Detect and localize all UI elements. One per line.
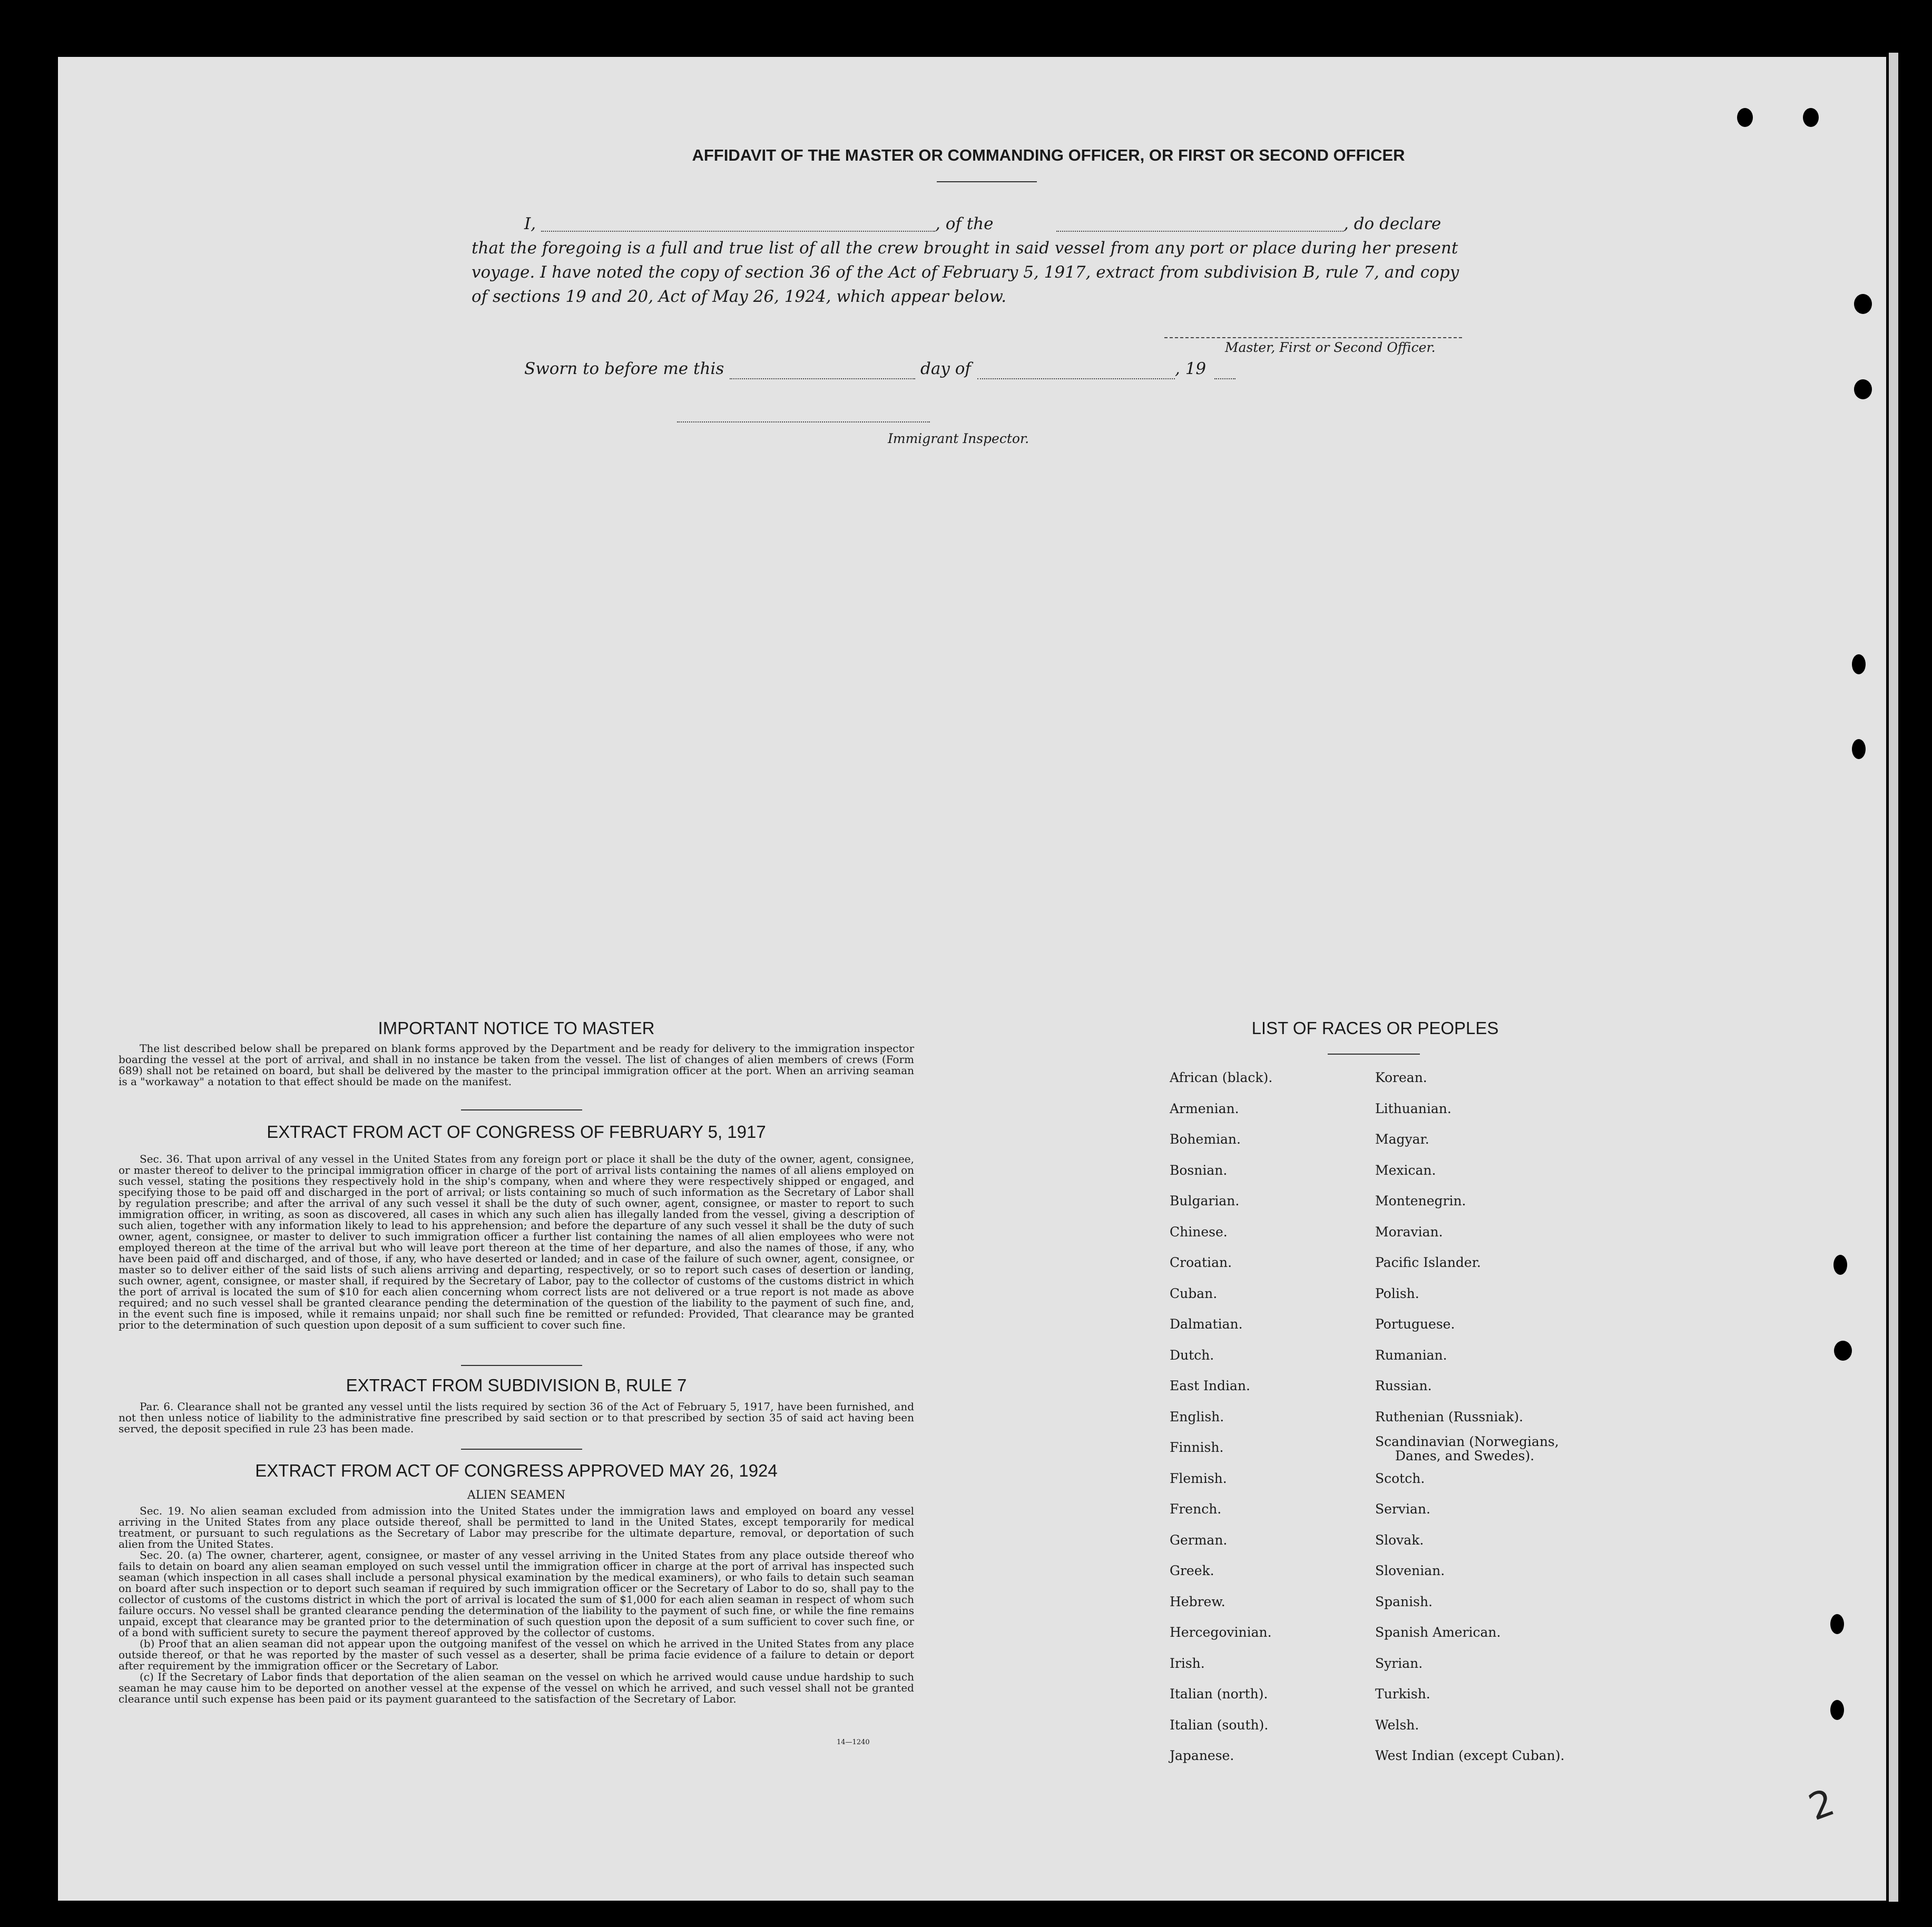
punch-hole (1737, 108, 1753, 127)
race-item: Armenian. (1170, 1100, 1239, 1116)
divider (1328, 1054, 1420, 1055)
master-signature-label: Master, First or Second Officer. (1225, 340, 1436, 355)
declaration-line-1 (472, 212, 1499, 236)
punch-hole (1830, 1700, 1844, 1720)
inspector-signature-line[interactable] (677, 421, 930, 422)
race-item: Dutch. (1170, 1347, 1214, 1363)
race-item: Italian (south). (1170, 1717, 1269, 1733)
race-item: Welsh. (1375, 1717, 1419, 1733)
punch-hole (1852, 654, 1866, 674)
extract-1924-title: EXTRACT FROM ACT OF CONGRESS APPROVED MAY 26, 1924 (255, 1461, 778, 1480)
notice-text: The list described below shall be prepared on blank forms approved by the Department and be ready for delivery to the immigration inspector boarding the vessel at the port of arrival, and shall in no instance be taken from the vessel. The list of changes of alien members of crews (Form 689) shall not be retained on board, but shall be delivered by the master to the principal immigration officer at the port. When an arriving seaman is a "workaway" a notation to that effect should be made on the manifest. (119, 1042, 914, 1088)
race-item: Rumanian. (1375, 1347, 1447, 1363)
race-item: Dalmatian. (1170, 1316, 1243, 1332)
race-item-continuation: Danes, and Swedes). (1395, 1448, 1535, 1463)
extract-rule7-title: EXTRACT FROM SUBDIVISION B, RULE 7 (346, 1375, 687, 1395)
race-item: Hebrew. (1170, 1594, 1225, 1609)
punch-hole (1854, 379, 1872, 399)
punch-hole (1830, 1614, 1844, 1634)
race-item: Chinese. (1170, 1224, 1228, 1240)
race-item: Montenegrin. (1375, 1193, 1466, 1208)
race-item: Lithuanian. (1375, 1100, 1452, 1116)
race-item: Irish. (1170, 1655, 1205, 1671)
day-of-label: day of (920, 359, 971, 378)
month-field[interactable] (977, 378, 1175, 379)
page-edge (1889, 53, 1898, 1902)
declare-label: , do declare (1343, 214, 1441, 233)
race-item: Magyar. (1375, 1132, 1429, 1147)
race-item: Korean. (1375, 1070, 1427, 1085)
race-item: Ruthenian (Russniak). (1375, 1409, 1524, 1424)
name-field[interactable] (541, 231, 935, 232)
race-item: Scotch. (1375, 1470, 1425, 1486)
race-item: French. (1170, 1501, 1222, 1517)
section-20a: Sec. 20. (a) The owner, charterer, agent, consignee, or master of any vessel arriving in the United States from any place outside thereof who fails to detain on board any alien seaman employed on such vessel until the immigration officer in charge at the port of arrival has inspected such seaman (which inspection in all cases shall include a personal physical examination by the medical examiners), or who fails to detain such seaman on board after such inspection or to deport such seaman if required by such immigration officer or the Secretary of Labor to do so, shall pay to the collector of customs of the customs district in which the port of arrival is located the sum of $1,000 for each alien seaman in respect of whom such failure occurs. No vessel shall be granted clearance pending the determination of the liability to the payment of such fine, or while the fine remains unpaid, except that clearance may be granted prior to the determination of such question upon the deposit of a sum sufficient to cover such fine, or of a bond with sufficient surety to secure the payment thereof approved by the collector of customs. (119, 1549, 914, 1639)
race-item: Slovenian. (1375, 1563, 1445, 1578)
race-item: West Indian (except Cuban). (1375, 1748, 1565, 1763)
race-item: Mexican. (1375, 1162, 1436, 1178)
affidavit-title: AFFIDAVIT OF THE MASTER OR COMMANDING OFFICER, OR FIRST OR SECOND OFFICER (692, 146, 1405, 164)
declaration-line-4: of sections 19 and 20, Act of May 26, 1924, which appear below. (472, 287, 1007, 306)
form-number: 14—1240 (837, 1738, 870, 1746)
race-item: Spanish American. (1375, 1625, 1501, 1640)
extract-1917-title: EXTRACT FROM ACT OF CONGRESS OF FEBRUARY 5, 1917 (267, 1122, 766, 1142)
race-item: Spanish. (1375, 1594, 1433, 1609)
vessel-field[interactable] (1056, 231, 1343, 232)
race-item: Hercegovinian. (1170, 1625, 1272, 1640)
race-item: Croatian. (1170, 1255, 1232, 1270)
race-item: Servian. (1375, 1501, 1430, 1517)
race-item: Finnish. (1170, 1440, 1224, 1455)
race-item: Russian. (1375, 1378, 1432, 1393)
race-item: Portuguese. (1375, 1316, 1455, 1332)
year-label: , 19 (1175, 359, 1207, 378)
punch-hole (1852, 739, 1866, 759)
race-item: Polish. (1375, 1285, 1419, 1301)
day-field[interactable] (730, 378, 915, 379)
races-title: LIST OF RACES OR PEOPLES (1251, 1018, 1499, 1038)
punch-hole (1803, 108, 1819, 127)
section-20b: (b) Proof that an alien seaman did not appear upon the outgoing manifest of the vessel on which he arrived in the United States from any place outside thereof, or that he was reported by the master of such vessel as a deserter, shall be prima facie evidence of a failure to detain or deport after requirement by the immigration officer or the Secretary of Labor. (119, 1637, 914, 1672)
punch-hole (1833, 1255, 1847, 1275)
race-item: African (black). (1170, 1070, 1273, 1085)
race-item: German. (1170, 1532, 1228, 1548)
divider (461, 1449, 582, 1450)
extract-1917-text: Sec. 36. That upon arrival of any vessel in the United States from any foreign port or place it shall be the duty of the owner, agent, consignee, or master thereof to deliver to the principal immigration officer in charge of the port of arrival lists containing the names of all aliens employed on such vessel, stating the positions they respectively hold in the ship's company, when and where they were respectively shipped or engaged, and specifying those to be paid off and discharged in the port of arrival; or lists containing so much of such information as the Secretary of Labor shall by regulation prescribe; and after the arrival of any such vessel it shall be the duty of such owner, agent, consignee, or master to report to such immigration officer, in writing, as soon as discovered, all cases in which any such alien has illegally landed from the vessel, giving a description of such alien, together with any information likely to lead to his apprehension; and before the departure of any such vessel it shall be the duty of such owner, agent, consignee, or master to deliver to such immigration officer a further list containing the names of all alien employees who were not employed thereon at the time of the arrival but who will leave port thereon at the time of her departure, and also the names of those, if any, who have been paid off and discharged, and of those, if any, who have deserted or landed; and in case of the failure of such owner, agent, consignee, or master so to deliver either of the said lists of such aliens arriving and departing, respectively, or so to report such cases of desertion or landing, such owner, agent, consignee, or master shall, if required by the Secretary of Labor, pay to the collector of customs of the customs district in which the port of arrival is located the sum of $10 for each alien concerning whom correct lists are not delivered or a true report is not made as above required; and no such vessel shall be granted clearance pending the determination of the question of the liability to the payment of such fine, and, in the event such fine is imposed, while it remains unpaid; nor shall such fine be remitted or refunded: Provided, That clearance may be granted prior to the determination of such question upon deposit of a sum sufficient to cover such fine. (119, 1153, 914, 1331)
race-item: Flemish. (1170, 1470, 1227, 1486)
race-item: English. (1170, 1409, 1224, 1424)
race-item: Bulgarian. (1170, 1193, 1240, 1208)
race-item: East Indian. (1170, 1378, 1250, 1393)
punch-hole (1834, 1341, 1852, 1361)
extract-rule7-text: Par. 6. Clearance shall not be granted any vessel until the lists required by section 36 of the Act of February 5, 1917, have been furnished, and not then unless notice of liability to the administrative fine prescribed by said section or to that prescribed by section 35 of said act having been served, the deposit specified in rule 23 has been made. (119, 1400, 914, 1435)
inspector-signature-label: Immigrant Inspector. (888, 431, 1029, 446)
race-item: Cuban. (1170, 1285, 1218, 1301)
alien-seamen-subtitle: ALIEN SEAMEN (467, 1489, 566, 1502)
race-item: Greek. (1170, 1563, 1214, 1578)
master-signature-line[interactable] (1164, 337, 1462, 338)
race-item: Bohemian. (1170, 1132, 1241, 1147)
punch-hole (1854, 294, 1872, 314)
race-item: Pacific Islander. (1375, 1255, 1481, 1270)
race-item: Slovak. (1375, 1532, 1424, 1548)
year-field[interactable] (1214, 378, 1235, 379)
race-item: Japanese. (1170, 1748, 1234, 1763)
divider (937, 181, 1037, 182)
race-item: Turkish. (1375, 1686, 1430, 1702)
race-item-line: Scandinavian (Norwegians, (1375, 1434, 1559, 1449)
divider (461, 1109, 582, 1110)
affidavit-body (472, 212, 1499, 309)
of-the-label: , of the (935, 214, 994, 233)
notice-title: IMPORTANT NOTICE TO MASTER (378, 1018, 655, 1038)
races-column-1 (1170, 1063, 1272, 1772)
pronoun-i: I, (524, 214, 536, 233)
declaration-line-2: that the foregoing is a full and true list of all the crew brought in said vessel from any port or place during her present (472, 239, 1458, 258)
race-item: Moravian. (1375, 1224, 1443, 1240)
sworn-label: Sworn to before me this (524, 359, 724, 378)
sworn-line (524, 359, 1262, 384)
race-item (1375, 1432, 1565, 1463)
declaration-line-3: voyage. I have noted the copy of section 36 of the Act of February 5, 1917, extract from subdivision B, rule 7, and copy (472, 263, 1459, 282)
section-20c: (c) If the Secretary of Labor finds that deportation of the alien seaman on the vessel on which he arrived would cause undue hardship to such seaman he may cause him to be deported on another vessel at the expense of the vessel on which he arrived, and such vessel shall not be granted clearance until such expense has been paid or its payment guaranteed to the satisfaction of the Secretary of Labor. (119, 1670, 914, 1705)
race-item: Italian (north). (1170, 1686, 1268, 1702)
race-item: Syrian. (1375, 1655, 1423, 1671)
race-item: Bosnian. (1170, 1162, 1228, 1178)
extract-1924-body (119, 1506, 914, 1705)
handwritten-margin-mark: 2 (1803, 1780, 1840, 1830)
races-column-2 (1375, 1063, 1565, 1772)
divider (461, 1365, 582, 1366)
section-19: Sec. 19. No alien seaman excluded from admission into the United States under the immigration laws and employed on board any vessel arriving in the United States from any place outside thereof, shall be permitted to land in the United States, except temporarily for medical treatment, or pursuant to such regulations as the Secretary of Labor may prescribe for the ultimate departure, removal, or deportation of such alien from the United States. (119, 1505, 914, 1550)
